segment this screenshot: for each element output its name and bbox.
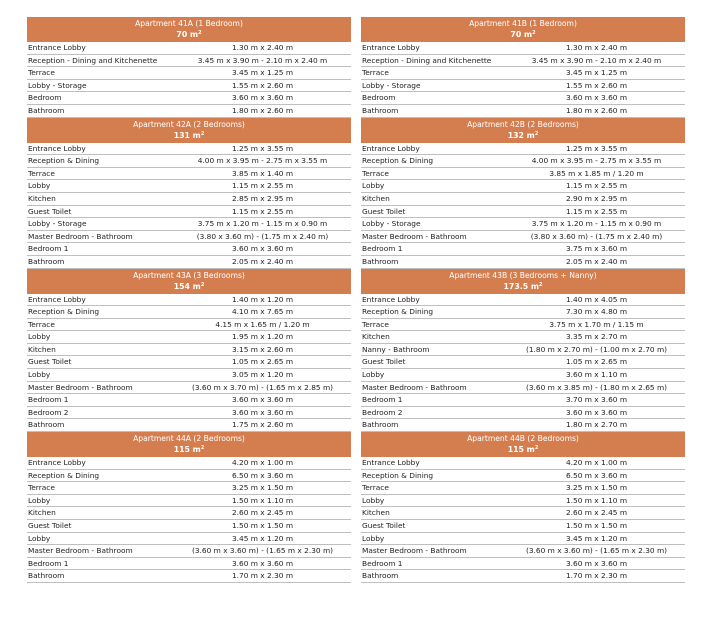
room-dimensions: 1.50 m x 1.50 m [565, 521, 628, 530]
room-name: Bathroom [362, 256, 399, 266]
room-dimensions: 1.15 m x 2.55 m [565, 181, 628, 191]
room-dimensions: 1.25 m x 3.55 m [565, 143, 628, 153]
room-dimensions: 3.15 m x 2.60 m [231, 344, 294, 354]
table-row [27, 306, 351, 319]
room-dimensions: 3.60 m x 3.60 m [231, 93, 294, 103]
room-dimensions: 6.50 m x 3.60 m [565, 470, 628, 480]
area-unit-exponent: 2 [200, 445, 205, 452]
room-dimensions: 3.60 m x 3.60 m [231, 407, 294, 417]
room-name: Bedroom 1 [362, 558, 403, 568]
table-row [361, 382, 685, 395]
room-dimensions: 7.30 m x 4.80 m [565, 307, 628, 317]
room-dimensions: 1.25 m x 3.55 m [231, 143, 294, 153]
room-dimensions: 1.15 m x 2.55 m [565, 206, 628, 216]
table-row [27, 231, 351, 244]
table-row [361, 80, 685, 93]
area-unit-exponent: 2 [534, 445, 539, 452]
room-name: Reception - Dining and Kitchenette [28, 55, 158, 65]
table-row [27, 92, 351, 105]
area-value: 154 m [173, 281, 201, 291]
room-dimensions: 2.90 m x 2.95 m [565, 193, 628, 203]
room-dimensions: 1.05 m x 2.65 m [231, 357, 294, 367]
table-row [361, 331, 685, 344]
room-name: Terrace [28, 68, 55, 78]
room-dimensions: (3.60 m x 3.70 m) - (1.65 m x 2.85 m) [191, 382, 334, 392]
table-row [361, 545, 685, 558]
room-name: Reception & Dining [362, 470, 434, 480]
room-dimensions: 3.45 m x 3.90 m - 2.10 m x 2.40 m [197, 55, 328, 65]
room-name: Reception & Dining [362, 156, 434, 166]
table-row [361, 419, 685, 432]
room-name: Entrance Lobby [28, 458, 86, 468]
room-dimensions: (3.60 m x 3.60 m) - (1.65 m x 2.30 m) [525, 546, 668, 556]
room-name: Kitchen [28, 508, 56, 518]
room-dimensions: 3.60 m x 3.60 m [565, 93, 628, 103]
room-name: Kitchen [28, 344, 56, 354]
room-dimensions: 1.30 m x 2.40 m [565, 43, 628, 52]
room-dimensions: 1.75 m x 2.60 m [231, 420, 294, 430]
table-row [27, 394, 351, 407]
apartment-area [361, 281, 685, 292]
table-row [27, 457, 351, 470]
apartment-name: Apartment 43B (3 Bedrooms + Nanny) [449, 270, 597, 280]
room-dimensions: 1.15 m x 2.55 m [231, 206, 294, 216]
area-unit-exponent: 2 [539, 281, 543, 288]
room-name: Guest Toilet [28, 521, 72, 530]
table-row [361, 143, 685, 156]
table-row [27, 243, 351, 256]
room-name: Lobby [362, 181, 385, 191]
room-dimensions: 1.55 m x 2.60 m [231, 80, 294, 90]
room-name: Terrace [362, 319, 389, 329]
apartment-section [27, 17, 351, 118]
room-dimensions: 2.85 m x 2.95 m [231, 193, 294, 203]
room-name: Terrace [28, 483, 55, 493]
area-unit-exponent: 2 [200, 130, 205, 137]
room-name: Master Bedroom - Bathroom [362, 546, 467, 556]
table-row [361, 306, 685, 319]
table-row [361, 356, 685, 369]
room-dimensions: 1.70 m x 2.30 m [565, 571, 628, 581]
room-dimensions: 3.45 m x 1.25 m [231, 68, 294, 78]
apartment-header [27, 17, 351, 42]
table-row [27, 507, 351, 520]
room-dimensions: 1.50 m x 1.10 m [231, 495, 294, 505]
room-name: Bedroom 1 [28, 244, 69, 254]
room-dimensions: 3.60 m x 1.10 m [565, 370, 628, 380]
room-name: Reception & Dining [28, 156, 100, 166]
apartment-section [361, 269, 685, 433]
room-dimensions: 3.35 m x 2.70 m [565, 332, 628, 342]
room-name: Bathroom [28, 105, 65, 115]
table-row [361, 55, 685, 68]
room-name: Guest Toilet [362, 357, 406, 367]
apartment-header [361, 269, 685, 294]
apartment-header [27, 118, 351, 143]
table-row [27, 294, 351, 307]
room-dimensions: 3.75 m x 1.20 m - 1.15 m x 0.90 m [197, 219, 328, 229]
room-name: Bathroom [362, 420, 399, 430]
table-row [27, 369, 351, 382]
room-name: Bedroom [28, 93, 62, 103]
apartment-header [361, 17, 685, 42]
table-row [27, 155, 351, 168]
room-dimensions: 2.05 m x 2.40 m [231, 256, 294, 266]
room-dimensions: 1.30 m x 2.40 m [231, 43, 294, 52]
apartment-area [27, 444, 351, 455]
table-row [361, 243, 685, 256]
table-row [27, 42, 351, 55]
apartment-section [27, 269, 351, 433]
area-unit-exponent: 2 [532, 30, 536, 36]
room-name: Entrance Lobby [28, 143, 86, 153]
apartment-area [361, 444, 685, 455]
room-dimensions: 3.75 m x 3.60 m [565, 244, 628, 254]
area-value: 131 m [173, 130, 201, 140]
area-unit-exponent: 2 [534, 130, 539, 137]
room-dimensions: 4.15 m x 1.65 m / 1.20 m [215, 319, 310, 329]
table-row [27, 382, 351, 395]
room-dimensions: 1.95 m x 1.20 m [231, 332, 294, 342]
table-row [27, 80, 351, 93]
room-dimensions: 1.40 m x 1.20 m [231, 294, 294, 304]
table-row [27, 482, 351, 495]
table-row [27, 356, 351, 369]
room-name: Entrance Lobby [28, 43, 86, 52]
room-dimensions: (3.60 m x 3.60 m) - (1.65 m x 2.30 m) [191, 546, 334, 556]
room-dimensions: 3.45 m x 1.20 m [231, 533, 294, 543]
apartment-name: Apartment 42A (2 Bedrooms) [133, 119, 245, 129]
table-row [361, 105, 685, 118]
apartment-section [27, 432, 351, 583]
room-dimensions: 1.15 m x 2.55 m [231, 181, 294, 191]
room-dimensions: 4.00 m x 3.95 m - 2.75 m x 3.55 m [531, 156, 662, 166]
room-dimensions: (1.80 m x 2.70 m) - (1.00 m x 2.70 m) [525, 344, 668, 354]
table-row [27, 168, 351, 181]
area-value: 70 m [176, 30, 199, 39]
room-dimensions: 3.45 m x 3.90 m - 2.10 m x 2.40 m [531, 55, 662, 65]
room-dimensions: (3.60 m x 3.85 m) - (1.80 m x 2.65 m) [525, 382, 668, 392]
apartment-area [27, 281, 351, 292]
apartment-section [361, 17, 685, 118]
room-name: Nanny - Bathroom [362, 344, 430, 354]
table-row [27, 331, 351, 344]
table-row [361, 180, 685, 193]
table-row [27, 520, 351, 533]
room-dimensions: 2.60 m x 2.45 m [231, 508, 294, 518]
table-row [361, 193, 685, 206]
room-name: Bedroom 2 [362, 407, 403, 417]
table-row [361, 533, 685, 546]
table-row [361, 369, 685, 382]
apartment-name: Apartment 44A (2 Bedrooms) [133, 434, 245, 444]
table-row [361, 407, 685, 420]
room-dimensions: 1.55 m x 2.60 m [565, 80, 628, 90]
room-name: Bedroom 1 [362, 244, 403, 254]
room-dimensions: 3.85 m x 1.85 m / 1.20 m [549, 168, 644, 178]
room-name: Bedroom 1 [362, 395, 403, 405]
apartment-column-right [361, 17, 685, 583]
table-row [27, 218, 351, 231]
room-dimensions: (3.80 x 3.60 m) - (1.75 m x 2.40 m) [196, 231, 329, 241]
room-name: Reception & Dining [28, 307, 100, 317]
room-dimensions: 3.60 m x 3.60 m [565, 558, 628, 568]
table-row [361, 394, 685, 407]
table-row [27, 105, 351, 118]
area-unit-exponent: 2 [198, 30, 202, 36]
room-name: Bathroom [28, 571, 65, 581]
room-name: Entrance Lobby [362, 43, 420, 52]
table-row [361, 67, 685, 80]
room-dimensions: 3.60 m x 3.60 m [231, 558, 294, 568]
apartment-area [27, 130, 351, 141]
apartment-header [27, 269, 351, 294]
room-name: Reception & Dining [28, 470, 100, 480]
room-name: Lobby [362, 495, 385, 505]
room-name: Master Bedroom - Bathroom [28, 231, 133, 241]
room-dimensions: 3.60 m x 3.60 m [231, 395, 294, 405]
room-dimensions: 1.80 m x 2.70 m [565, 420, 628, 430]
room-name: Bedroom 2 [28, 407, 69, 417]
apartment-name: Apartment 41B (1 Bedroom) [469, 19, 577, 28]
table-row [27, 570, 351, 583]
room-name: Entrance Lobby [362, 458, 420, 468]
table-row [27, 470, 351, 483]
area-value: 115 m [507, 445, 535, 455]
area-value: 70 m [510, 30, 533, 39]
apartment-section [27, 118, 351, 269]
room-dimensions: 3.70 m x 3.60 m [565, 395, 628, 405]
room-dimensions: 3.45 m x 1.25 m [565, 68, 628, 78]
room-dimensions: 3.25 m x 1.50 m [565, 483, 628, 493]
room-name: Terrace [28, 319, 55, 329]
apartment-header [361, 432, 685, 457]
table-row [27, 143, 351, 156]
table-row [361, 256, 685, 269]
area-value: 132 m [507, 130, 535, 140]
room-name: Bathroom [28, 420, 65, 430]
room-dimensions: 1.50 m x 1.10 m [565, 495, 628, 505]
apartment-area [27, 29, 351, 40]
apartment-area [361, 130, 685, 141]
room-name: Lobby - Storage [28, 80, 87, 90]
room-name: Kitchen [362, 332, 390, 342]
table-row [27, 533, 351, 546]
room-name: Bedroom 1 [28, 558, 69, 568]
room-name: Master Bedroom - Bathroom [362, 382, 467, 392]
table-row [27, 193, 351, 206]
room-name: Terrace [362, 68, 389, 78]
area-value: 173.5 m [503, 281, 540, 291]
room-name: Lobby [28, 533, 51, 543]
table-row [27, 344, 351, 357]
room-name: Bathroom [28, 256, 65, 266]
room-dimensions: 4.20 m x 1.00 m [565, 458, 628, 468]
room-name: Bathroom [362, 105, 399, 115]
apartment-name: Apartment 42B (2 Bedrooms) [467, 119, 579, 129]
room-dimensions: 3.05 m x 1.20 m [231, 370, 294, 380]
room-dimensions: 1.80 m x 2.60 m [231, 105, 294, 115]
room-name: Lobby [28, 181, 51, 191]
room-name: Entrance Lobby [362, 143, 420, 153]
room-dimensions: 3.60 m x 3.60 m [231, 244, 294, 254]
area-unit-exponent: 2 [200, 281, 205, 288]
room-dimensions: 1.80 m x 2.60 m [565, 105, 628, 115]
table-row [27, 180, 351, 193]
room-dimensions: 6.50 m x 3.60 m [231, 470, 294, 480]
room-dimensions: 3.25 m x 1.50 m [231, 483, 294, 493]
room-dimensions: 2.60 m x 2.45 m [565, 508, 628, 518]
room-name: Reception - Dining and Kitchenette [362, 55, 492, 65]
room-name: Kitchen [28, 193, 56, 203]
area-value: 115 m [173, 445, 201, 455]
apartment-name: Apartment 41A (1 Bedroom) [135, 19, 243, 28]
table-row [27, 256, 351, 269]
table-row [361, 558, 685, 571]
table-row [361, 231, 685, 244]
room-name: Terrace [28, 168, 55, 178]
table-row [361, 42, 685, 55]
table-row [27, 206, 351, 219]
table-row [361, 294, 685, 307]
room-name: Guest Toilet [28, 206, 72, 216]
room-name: Lobby [28, 370, 51, 380]
room-name: Guest Toilet [362, 206, 406, 216]
table-row [27, 419, 351, 432]
room-dimensions: 1.50 m x 1.50 m [231, 521, 294, 530]
room-dimensions: (3.80 x 3.60 m) - (1.75 m x 2.40 m) [530, 231, 663, 241]
table-row [27, 407, 351, 420]
room-dimensions: 2.05 m x 2.40 m [565, 256, 628, 266]
table-row [361, 570, 685, 583]
room-dimensions: 1.70 m x 2.30 m [231, 571, 294, 581]
apartment-header [27, 432, 351, 457]
table-row [361, 482, 685, 495]
apartment-section [361, 118, 685, 269]
room-name: Entrance Lobby [28, 294, 86, 304]
apartment-column-left [27, 17, 351, 583]
room-name: Entrance Lobby [362, 294, 420, 304]
table-row [361, 206, 685, 219]
table-row [361, 495, 685, 508]
table-row [361, 470, 685, 483]
room-dimensions: 1.40 m x 4.05 m [565, 294, 628, 304]
room-dimensions: 3.60 m x 3.60 m [565, 407, 628, 417]
room-name: Lobby [28, 332, 51, 342]
room-name: Bedroom [362, 93, 396, 103]
table-row [361, 155, 685, 168]
room-name: Master Bedroom - Bathroom [28, 546, 133, 556]
room-name: Bathroom [362, 571, 399, 581]
room-name: Lobby [362, 533, 385, 543]
room-name: Kitchen [362, 193, 390, 203]
apartment-name: Apartment 44B (2 Bedrooms) [467, 434, 579, 444]
table-row [361, 168, 685, 181]
room-name: Reception & Dining [362, 307, 434, 317]
apartment-name: Apartment 43A (3 Bedrooms) [133, 270, 245, 280]
room-dimensions: 3.45 m x 1.20 m [565, 533, 628, 543]
room-dimensions: 3.75 m x 1.70 m / 1.15 m [549, 319, 644, 329]
table-row [27, 319, 351, 332]
table-row [361, 507, 685, 520]
room-name: Master Bedroom - Bathroom [362, 231, 467, 241]
apartment-area [361, 29, 685, 40]
table-row [361, 457, 685, 470]
table-row [27, 495, 351, 508]
table-row [27, 545, 351, 558]
apartment-section [361, 432, 685, 583]
table-row [27, 67, 351, 80]
room-dimensions: 4.10 m x 7.65 m [231, 307, 294, 317]
room-name: Terrace [362, 168, 389, 178]
room-name: Bedroom 1 [28, 395, 69, 405]
room-name: Lobby [28, 495, 51, 505]
table-row [361, 520, 685, 533]
room-dimensions: 3.85 m x 1.40 m [231, 168, 294, 178]
room-name: Lobby - Storage [362, 219, 421, 229]
table-row [27, 558, 351, 571]
table-row [361, 344, 685, 357]
apartment-header [361, 118, 685, 143]
room-dimensions: 4.00 m x 3.95 m - 2.75 m x 3.55 m [197, 156, 328, 166]
table-row [361, 319, 685, 332]
room-name: Guest Toilet [362, 521, 406, 530]
room-name: Lobby - Storage [362, 80, 421, 90]
room-name: Kitchen [362, 508, 390, 518]
room-name: Guest Toilet [28, 357, 72, 367]
room-name: Terrace [362, 483, 389, 493]
table-row [361, 92, 685, 105]
room-name: Lobby [362, 370, 385, 380]
room-dimensions: 3.75 m x 1.20 m - 1.15 m x 0.90 m [531, 219, 662, 229]
table-row [361, 218, 685, 231]
room-name: Lobby - Storage [28, 219, 87, 229]
room-dimensions: 1.05 m x 2.65 m [565, 357, 628, 367]
table-row [27, 55, 351, 68]
room-dimensions: 4.20 m x 1.00 m [231, 458, 294, 468]
room-name: Master Bedroom - Bathroom [28, 382, 133, 392]
